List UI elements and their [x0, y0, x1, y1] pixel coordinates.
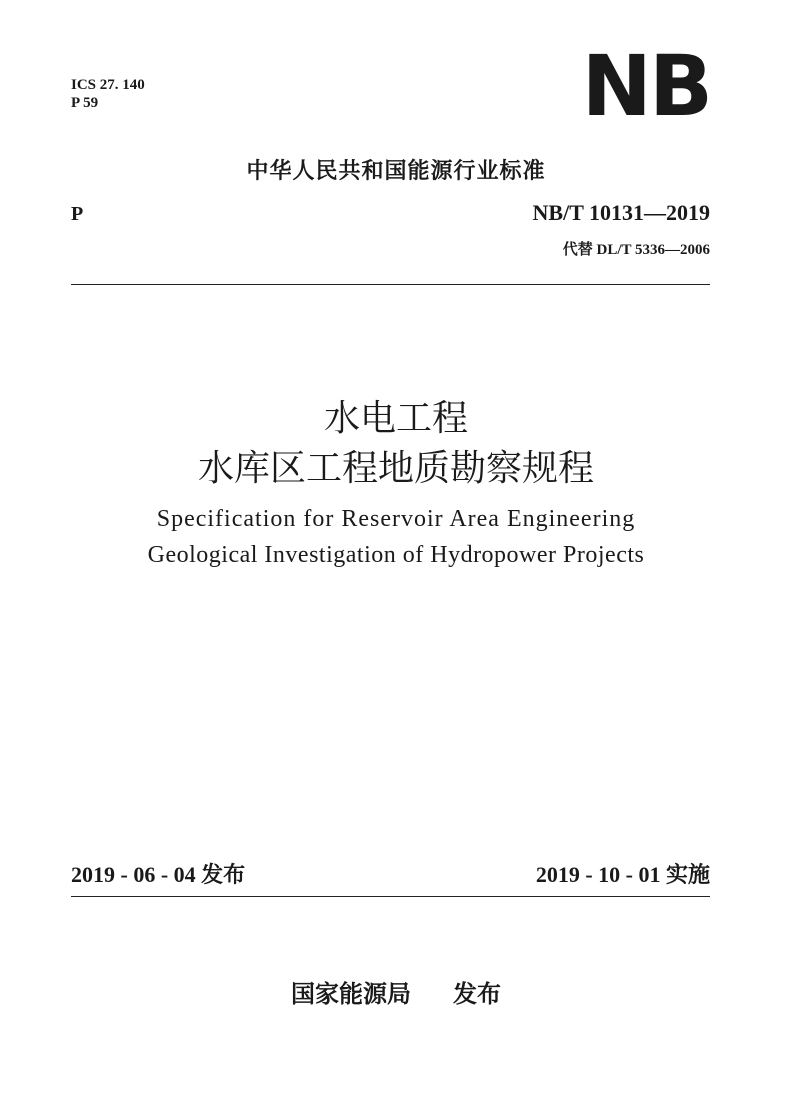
ccs-code: P 59	[71, 95, 99, 111]
standard-number: NB/T 10131—2019	[532, 200, 710, 225]
publisher-action: 发布	[453, 980, 501, 1008]
title-cn-line2: 水库区工程地质勘察规程	[197, 448, 594, 488]
publisher-name: 国家能源局	[291, 980, 411, 1008]
ics-code: ICS 27. 140	[71, 77, 145, 93]
publisher-line	[0, 974, 792, 1009]
title-en-line1: Specification for Reservoir Area Engineering	[156, 506, 636, 532]
header-divider	[71, 284, 710, 285]
replaces-note: 代替 DL/T 5336—2006	[562, 242, 710, 258]
nb-logo: NB	[581, 37, 710, 135]
title-cn-line1: 水电工程	[323, 398, 468, 438]
issue-date: 2019 - 06 - 04 发布	[71, 862, 246, 887]
title-en-line2: Geological Investigation of Hydropower Projects	[147, 542, 645, 568]
standard-category: 中华人民共和国能源行业标准	[246, 159, 546, 184]
classification-letter: P	[71, 203, 84, 225]
footer-divider	[71, 896, 710, 897]
ics-block	[71, 76, 145, 112]
implementation-date: 2019 - 10 - 01 实施	[535, 862, 710, 887]
